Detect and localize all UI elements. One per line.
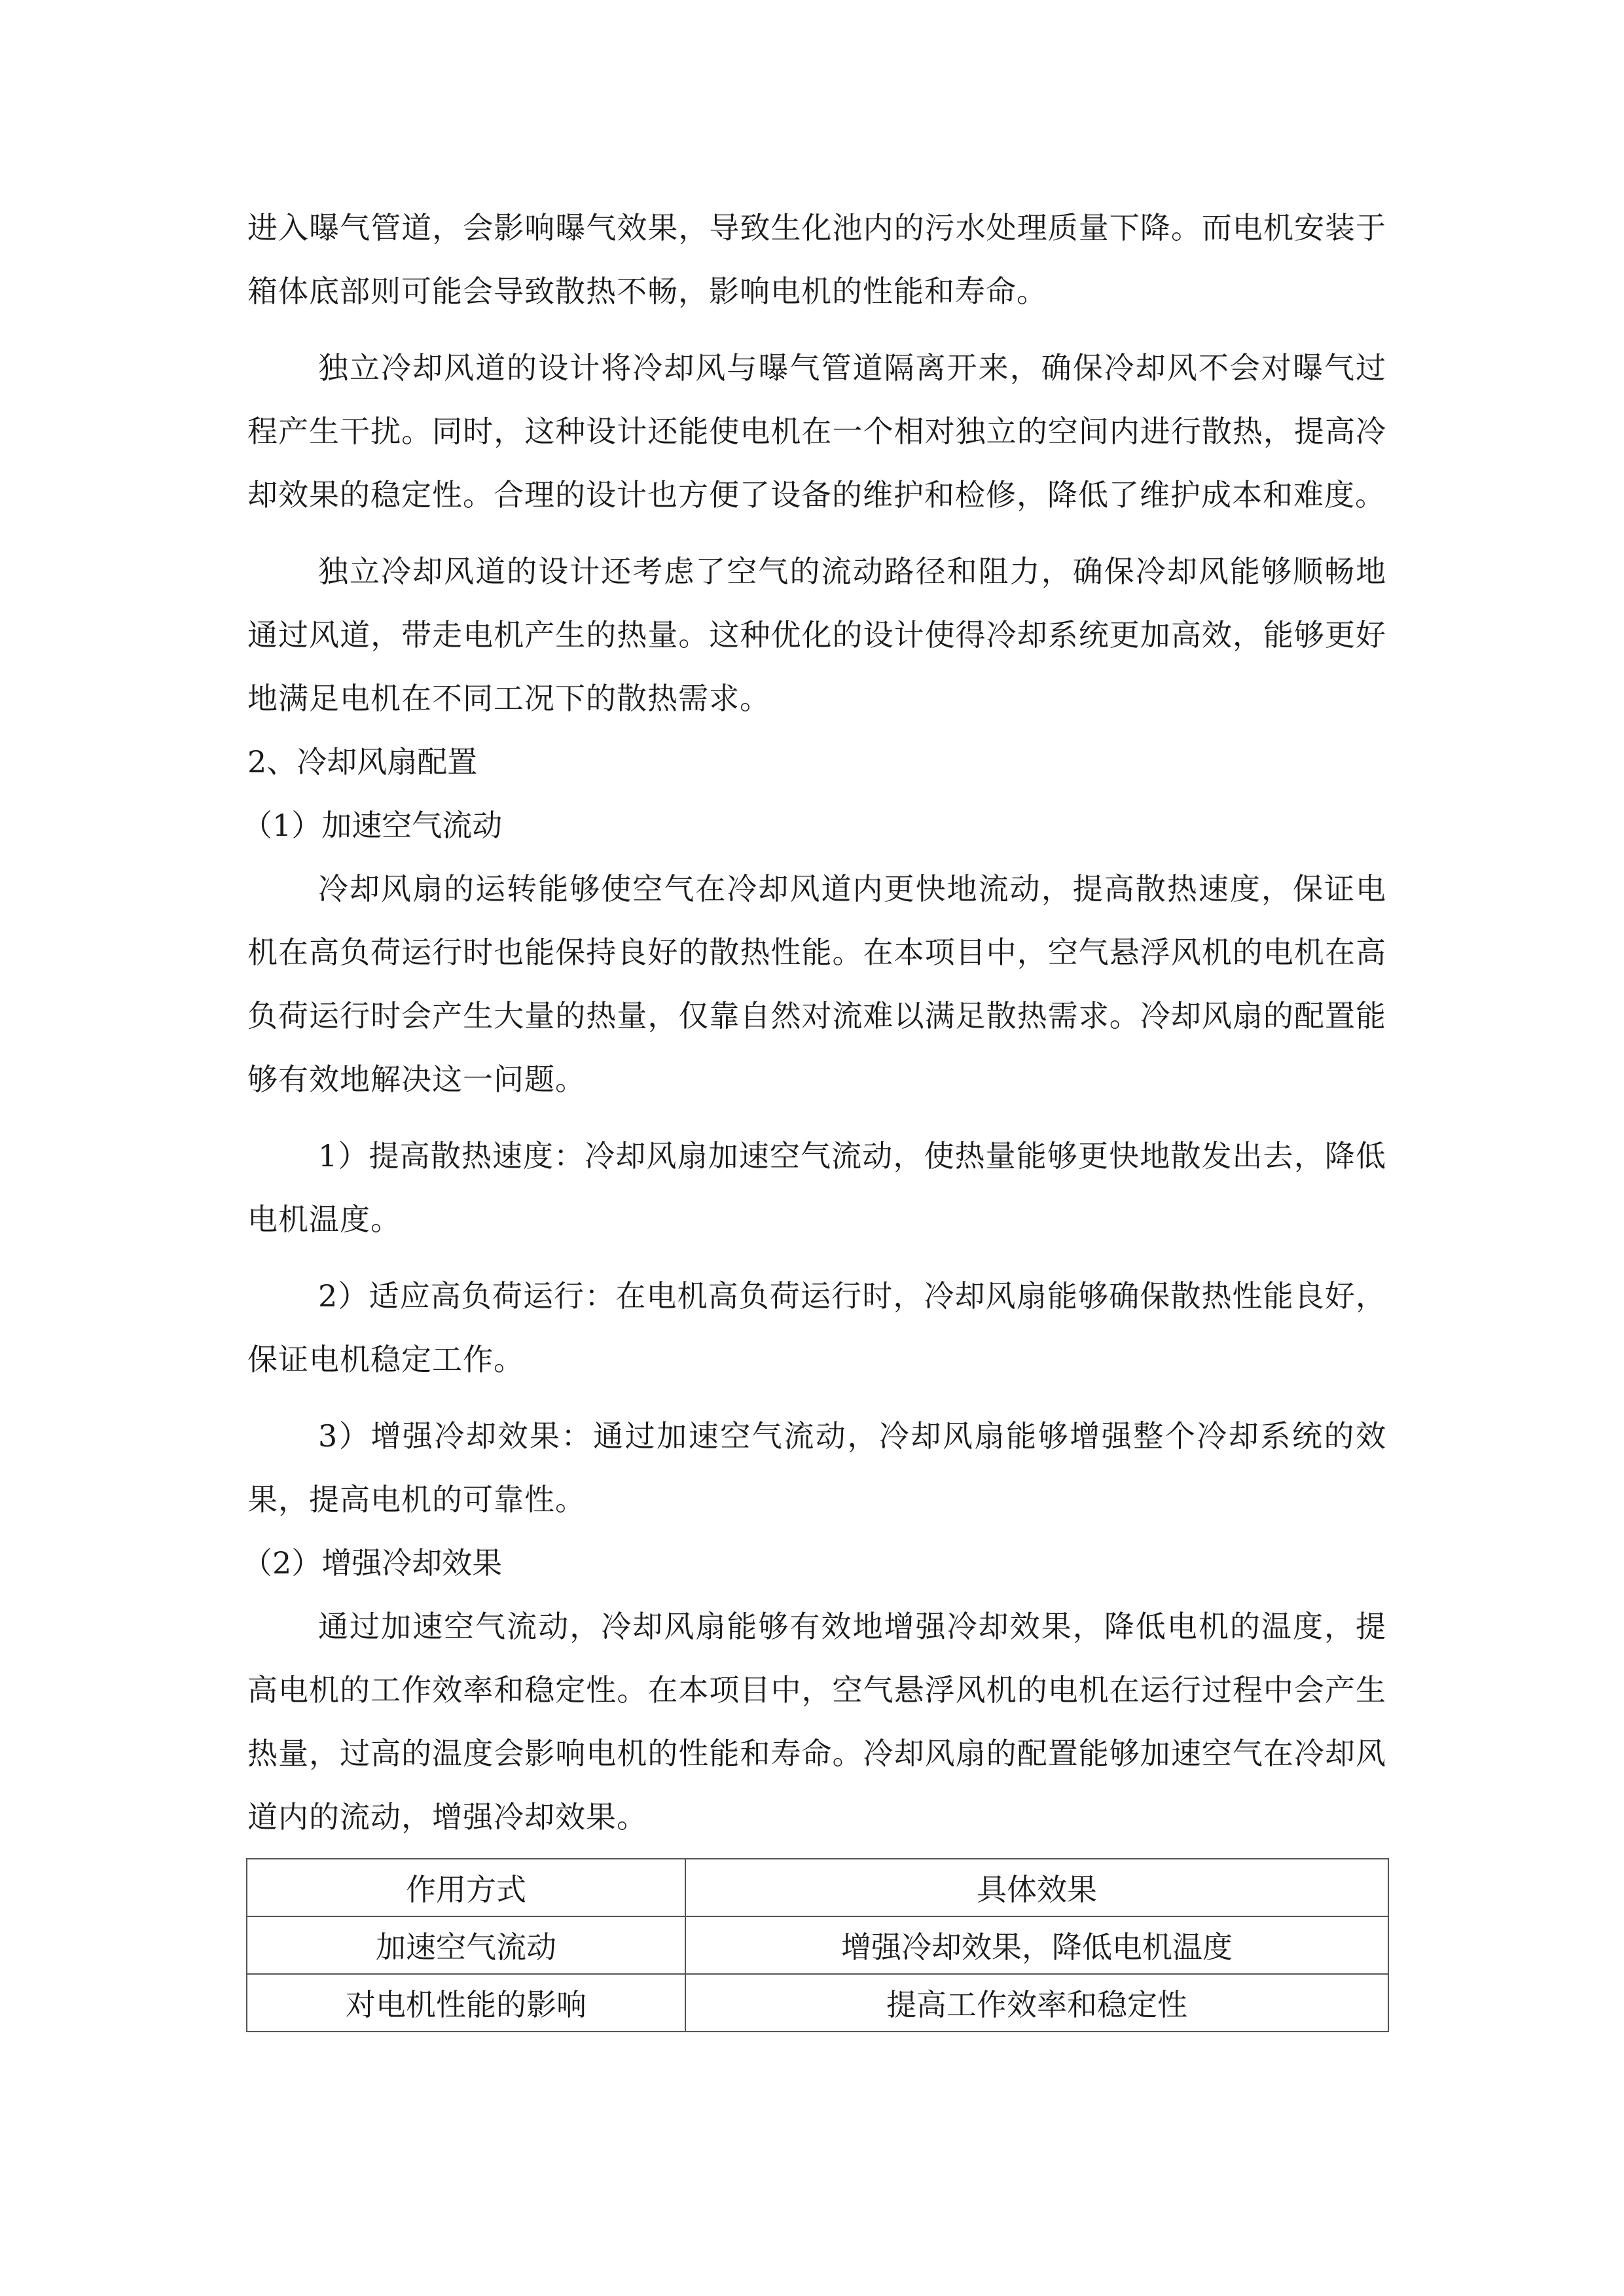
paragraph: 通过加速空气流动，冷却风扇能够有效地增强冷却效果，降低电机的温度，提高电机的工作效率和稳定性。在本项目中，空气悬浮风机的电机在运行过程中会产生热量，过高的温度会影响电机的性能和寿命。冷却风扇的配置能够加速空气在冷却风道内的流动，增强冷却效果。	[247, 1609, 1386, 1835]
list-item: 2）适应高负荷运行：在电机高负荷运行时，冷却风扇能够确保散热性能良好，保证电机稳定工作。	[247, 1278, 1386, 1377]
table-header-cell: 具体效果	[685, 1859, 1388, 1916]
paragraph: 独立冷却风道的设计还考虑了空气的流动路径和阻力，确保冷却风能够顺畅地通过风道，带走电机产生的热量。这种优化的设计使得冷却系统更加高效，能够更好地满足电机在不同工况下的散热需求。	[247, 554, 1386, 716]
effects-table	[246, 1858, 1389, 2032]
table-header-row	[247, 1859, 1388, 1916]
table-cell: 对电机性能的影响	[247, 1974, 685, 2032]
paragraph: 冷却风扇的运转能够使空气在冷却风道内更快地流动，提高散热速度，保证电机在高负荷运行时也能保持良好的散热性能。在本项目中，空气悬浮风机的电机在高负荷运行时会产生大量的热量，仅靠自然对流难以满足散热需求。冷却风扇的配置能够有效地解决这一问题。	[247, 871, 1386, 1097]
paragraph: 进入曝气管道，会影响曝气效果，导致生化池内的污水处理质量下降。而电机安装于箱体底部则可能会导致散热不畅，影响电机的性能和寿命。	[247, 210, 1386, 309]
table-cell: 加速空气流动	[247, 1916, 685, 1974]
section-heading: 2、冷却风扇配置	[247, 744, 478, 780]
paragraph: 独立冷却风道的设计将冷却风与曝气管道隔离开来，确保冷却风不会对曝气过程产生干扰。同时，这种设计还能使电机在一个相对独立的空间内进行散热，提高冷却效果的稳定性。合理的设计也方便了设备的维护和检修，降低了维护成本和难度。	[247, 350, 1386, 512]
list-item: 1）提高散热速度：冷却风扇加速空气流动，使热量能够更快地散发出去，降低电机温度。	[247, 1138, 1386, 1237]
table-row	[247, 1974, 1388, 2032]
subsection-heading: （1）加速空气流动	[242, 808, 503, 843]
table-row	[247, 1916, 1388, 1974]
table-header-cell: 作用方式	[247, 1859, 685, 1916]
list-item: 3）增强冷却效果：通过加速空气流动，冷却风扇能够增强整个冷却系统的效果，提高电机的可靠性。	[247, 1418, 1386, 1517]
table-cell: 提高工作效率和稳定性	[685, 1974, 1388, 2032]
table-cell: 增强冷却效果，降低电机温度	[685, 1916, 1388, 1974]
subsection-heading: （2）增强冷却效果	[242, 1545, 503, 1581]
document-page	[242, 196, 1386, 2032]
